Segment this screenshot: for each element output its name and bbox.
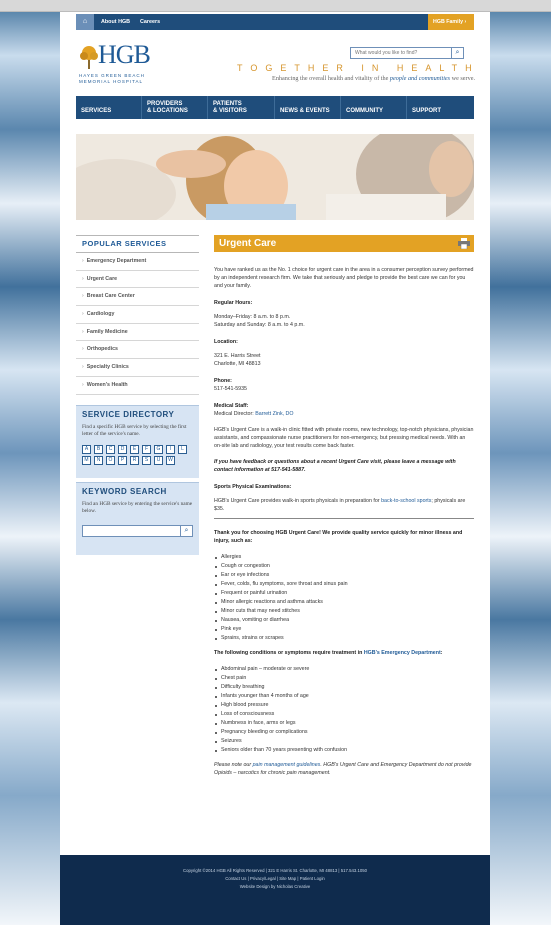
pain-text: Please note our <box>214 762 253 768</box>
footer-copyright: Copyright ©2014 HGB All Rights Reserved | 321 E Harris St. Charlotte, MI 48813 | 517.543.1050 <box>182 868 368 873</box>
list-item: Infants younger than 4 months of age <box>214 692 474 701</box>
medical-director <box>214 410 474 418</box>
hours-weekday: Monday–Friday: 8 a.m. to 8 p.m. <box>214 314 291 320</box>
list-item: Loss of consciousness <box>214 710 474 719</box>
minor-illness-list <box>214 553 474 643</box>
list-item: Allergies <box>214 553 474 562</box>
letter-button[interactable]: R <box>130 456 139 465</box>
page-title: Urgent Care <box>219 238 277 249</box>
list-item: Abdominal pain – moderate or severe <box>214 665 474 674</box>
letter-button[interactable]: F <box>142 445 151 454</box>
list-item: Difficulty breathing <box>214 683 474 692</box>
service-directory-title: SERVICE DIRECTORY <box>82 410 175 419</box>
browser-chrome-bar <box>0 0 551 12</box>
emergency-department-link[interactable]: HGB's Emergency Department <box>363 650 441 656</box>
keyword-search-title: KEYWORD SEARCH <box>82 487 167 496</box>
chevron-right-icon: › <box>82 258 84 264</box>
nav-label: SERVICES <box>81 108 112 114</box>
nav-label: PATIENTS <box>213 101 242 107</box>
emergency-text: The following conditions or symptoms require treatment in <box>214 650 364 656</box>
home-icon[interactable]: ⌂ <box>76 14 94 30</box>
print-icon[interactable] <box>458 238 470 249</box>
sports-text: HGB's Urgent Care provides walk-in sports physicals in preparation for <box>214 498 382 504</box>
letter-button[interactable]: I <box>166 445 175 454</box>
divider <box>214 518 474 519</box>
list-item: Nausea, vomiting or diarrhea <box>214 616 474 625</box>
intro-paragraph: You have ranked us as the No. 1 choice for urgent care in the area in a consumer perception survey performed by an independent research firm. We take that seriously and pledge to provide the best care we can for you and your family. <box>214 267 474 289</box>
list-item: Ear or eye infections <box>214 571 474 580</box>
staff-label: Medical Staff: <box>214 403 249 409</box>
footer-links[interactable]: Contact Us | Privacy/Legal | Site Map | Patient Login <box>225 876 325 881</box>
phone-label: Phone: <box>214 378 232 384</box>
sidebar-item-label: Cardiology <box>86 311 115 318</box>
keyword-search-box <box>82 525 193 537</box>
nav-label: SUPPORT <box>412 108 442 114</box>
list-item: Sprains, strains or scrapes <box>214 634 474 643</box>
thanks-paragraph: Thank you for choosing HGB Urgent Care! We provide quality service quickly for minor illness and injury, such as: <box>214 530 463 544</box>
subline-text-end: we serve. <box>450 75 475 82</box>
sidebar-item-label: Women's Health <box>86 381 128 388</box>
page-container <box>60 12 490 925</box>
letter-button[interactable]: D <box>118 445 127 454</box>
subline-emphasis: people and communities <box>389 75 451 82</box>
letter-button[interactable]: E <box>130 445 139 454</box>
letter-button[interactable]: N <box>94 456 103 465</box>
list-item: Numbness in face, arms or legs <box>214 719 474 728</box>
director-link[interactable]: Barrett Zink, DO <box>255 411 294 417</box>
service-directory-text: Find a specific HGB service by selecting the first letter of the service's name. <box>82 424 187 437</box>
hgb-logo[interactable] <box>76 42 174 84</box>
list-item: Minor allergic reactions and asthma attacks <box>214 598 474 607</box>
address-line-1: 321 E. Harris Street <box>214 353 261 359</box>
site-search <box>350 47 464 59</box>
logo-wordmark: HGB <box>98 40 150 69</box>
letter-button[interactable]: U <box>154 456 163 465</box>
logo-subtitle-2: MEMORIAL HOSPITAL <box>79 79 144 84</box>
footer-credit[interactable]: Website Design by Nicholas Creative <box>239 884 311 889</box>
letter-button[interactable]: S <box>142 456 151 465</box>
nav-label: PROVIDERS <box>147 101 183 107</box>
sidebar-item-womens-health[interactable] <box>76 377 199 395</box>
utility-bar <box>76 14 474 30</box>
logo-subtitle-1: HAYES GREEN BEACH <box>79 73 145 78</box>
address-line-2: Charlotte, MI 48813 <box>214 361 261 367</box>
service-directory-panel <box>76 405 199 478</box>
list-item: Cough or congestion <box>214 562 474 571</box>
subline <box>227 75 475 82</box>
list-item: Frequent or painful urination <box>214 589 474 598</box>
letter-button[interactable]: B <box>94 445 103 454</box>
main-content <box>214 235 474 777</box>
chevron-right-icon: › <box>82 346 84 353</box>
pain-guidelines-link[interactable]: pain management guidelines <box>252 762 321 768</box>
letter-button[interactable]: P <box>118 456 127 465</box>
sports-paragraph <box>214 497 474 513</box>
sidebar-item-family-medicine[interactable] <box>76 324 199 342</box>
sidebar-item-label: Orthopedics <box>86 346 118 353</box>
emergency-text-end: : <box>440 650 443 656</box>
sidebar-item-label: Emergency Department <box>86 258 147 264</box>
footer <box>60 855 490 925</box>
clinic-description: HGB's Urgent Care is a walk-in clinic fitted with private rooms, new technology, top-notch physicians, physician assistants, and compassionate nurse practitioners for non-emergency, but pressing medical needs. With an on-site lab and radiology, your test results come back faster. <box>214 427 474 449</box>
emergency-paragraph <box>214 649 474 657</box>
sidebar-item-specialty-clinics[interactable] <box>76 359 199 377</box>
sidebar-item-label: Family Medicine <box>86 328 128 335</box>
emergency-symptoms-list <box>214 665 474 755</box>
list-item: Pink eye <box>214 625 474 634</box>
subline-text: Enhancing the overall health and vitality of the <box>272 75 390 82</box>
about-link[interactable]: About HGB <box>101 19 131 25</box>
letter-grid <box>76 441 199 465</box>
nav-patients-visitors[interactable] <box>208 96 275 119</box>
director-prefix: Medical Director: <box>214 411 256 417</box>
list-item: Fever, colds, flu symptoms, sore throat and sinus pain <box>214 580 474 589</box>
back-to-school-link[interactable]: back-to-school sports <box>381 498 432 504</box>
chevron-right-icon: › <box>82 381 84 388</box>
list-item: Seizures <box>214 737 474 746</box>
sports-label: Sports Physical Examinations: <box>214 484 292 490</box>
main-nav <box>76 96 474 119</box>
keyword-search-text: Find an HGB service by entering the service's name below. <box>82 501 193 514</box>
letter-button[interactable]: G <box>154 445 163 454</box>
sidebar-item-label: Urgent Care <box>86 275 118 282</box>
tagline: TOGETHER IN HEALTH <box>237 63 480 73</box>
letter-button[interactable]: C <box>106 445 115 454</box>
sidebar-item-cardiology[interactable] <box>76 306 199 324</box>
search-icon[interactable]: ⌕ <box>451 48 463 58</box>
list-item: Seniors older than 70 years presenting with confusion <box>214 746 474 755</box>
nav-services[interactable] <box>76 96 142 119</box>
sidebar-item-label: Specialty Clinics <box>86 364 129 371</box>
tree-logo-icon <box>78 45 100 69</box>
list-item: Minor cuts that may need stitches <box>214 607 474 616</box>
pain-management-note <box>214 761 474 777</box>
location-label: Location: <box>214 339 238 345</box>
sidebar-item-orthopedics[interactable] <box>76 341 199 359</box>
chevron-right-icon: › <box>82 275 84 282</box>
nav-support[interactable] <box>407 96 474 119</box>
nav-label: NEWS & EVENTS <box>280 108 330 114</box>
nav-providers-locations[interactable] <box>142 96 208 119</box>
careers-link[interactable]: Careers <box>140 19 161 25</box>
hero-photo-child-icon <box>76 134 474 220</box>
letter-button[interactable]: W <box>166 456 175 465</box>
chevron-right-icon: › <box>82 311 84 318</box>
hours-label: Regular Hours: <box>214 300 253 306</box>
letter-button[interactable]: L <box>178 445 187 454</box>
sidebar-item-breast-care[interactable] <box>76 288 199 306</box>
letter-button[interactable]: M <box>82 456 91 465</box>
hours-weekend: Saturday and Sunday: 8 a.m. to 4 p.m. <box>214 322 305 328</box>
keyword-search-panel <box>76 482 199 555</box>
chevron-right-icon: › <box>82 293 84 300</box>
sidebar <box>76 235 199 395</box>
sidebar-item-label: Breast Care Center <box>86 293 135 300</box>
search-icon[interactable]: ⌕ <box>180 526 192 536</box>
nav-label: COMMUNITY <box>346 108 383 114</box>
sidebar-item-urgent-care[interactable] <box>76 271 199 289</box>
list-item: Pregnancy bleeding or complications <box>214 728 474 737</box>
letter-button[interactable]: O <box>106 456 115 465</box>
chevron-right-icon: › <box>82 364 84 371</box>
chevron-right-icon: › <box>82 328 84 335</box>
list-item: High blood pressure <box>214 701 474 710</box>
hero-image <box>76 134 474 220</box>
hgb-family-button[interactable]: HGB Family › <box>428 14 474 30</box>
search-input[interactable] <box>351 48 452 58</box>
nav-label-line2: & LOCATIONS <box>147 108 188 114</box>
feedback-note: If you have feedback or questions about a recent Urgent Care visit, please leave a message with contact information at 517-541-5887. <box>214 459 456 473</box>
sidebar-item-emergency[interactable] <box>76 253 199 271</box>
content-body <box>214 266 474 777</box>
list-item: Chest pain <box>214 674 474 683</box>
letter-button[interactable]: A <box>82 445 91 454</box>
phone-number: 517-541-5935 <box>214 386 247 392</box>
pain-text-end: . HGB's Urgent Care and Emergency Department do not provide Opioids – narcotics for chronic pain management. <box>214 762 472 776</box>
sports-text-end: ; physicals are $35. <box>214 498 466 512</box>
page-title-bar <box>214 235 474 252</box>
nav-community[interactable] <box>341 96 407 119</box>
nav-label-line2: & VISITORS <box>213 108 247 114</box>
nav-news-events[interactable] <box>275 96 341 119</box>
popular-services-title: POPULAR SERVICES <box>76 235 199 253</box>
